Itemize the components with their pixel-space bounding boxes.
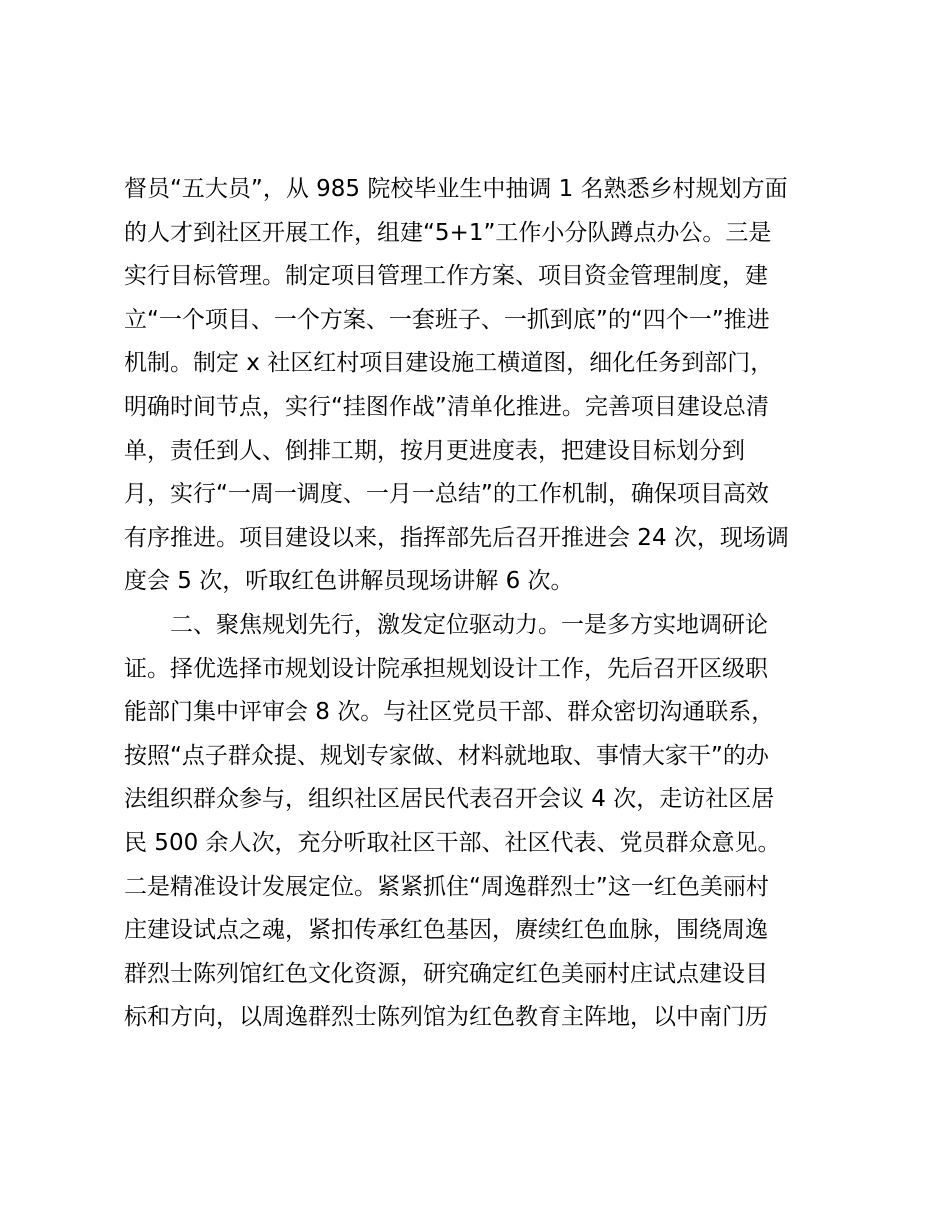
text-line: 督员“五大员”，从 985 院校毕业生中抽调 1 名熟悉乡村规划方面 [124, 176, 788, 202]
text-line: 的人才到社区开展工作，组建“5+1”工作小分队蹲点办公。三是 [124, 219, 772, 246]
text-line: 机制。制定 x 社区红村项目建设施工横道图，细化任务到部门， [124, 350, 774, 377]
text-line: 二是精准设计发展定位。紧紧抓住“周逸群烈士”这一红色美丽村 [124, 873, 769, 900]
text-line: 能部门集中评审会 8 次。与社区党员干部、群众密切沟通联系， [124, 699, 775, 726]
text-line: 民 500 余人次，充分听取社区干部、社区代表、党员群众意见。 [124, 829, 781, 856]
text-line: 按照“点子群众提、规划专家做、材料就地取、事情大家干”的办 [124, 742, 769, 769]
text-line: 实行目标管理。制定项目管理工作方案、项目资金管理制度，建 [124, 263, 768, 290]
section-heading-line: 二、聚焦规划先行，激发定位驱动力。一是多方实地调研论 [170, 611, 768, 638]
text-line: 度会 5 次，听取红色讲解员现场讲解 6 次。 [124, 568, 574, 595]
text-line: 群烈士陈列馆红色文化资源，研究确定红色美丽村庄试点建设目 [124, 960, 768, 987]
body-text [124, 168, 844, 1040]
text-line: 证。择优选择市规划设计院承担规划设计工作，先后召开区级职 [124, 655, 768, 682]
text-line: 标和方向，以周逸群烈士陈列馆为红色教育主阵地，以中南门历 [124, 1004, 768, 1031]
text-line: 单，责任到人、倒排工期，按月更进度表，把建设目标划分到 [124, 437, 745, 464]
text-line: 庄建设试点之魂，紧扣传承红色基因，赓续红色血脉，围绕周逸 [124, 917, 768, 944]
text-line: 明确时间节点，实行“挂图作战”清单化推进。完善项目建设总清 [124, 393, 769, 420]
text-line: 月，实行“一周一调度、一月一总结”的工作机制，确保项目高效 [124, 481, 769, 508]
text-line: 法组织群众参与，组织社区居民代表召开会议 4 次，走访社区居 [124, 786, 775, 813]
text-line: 立“一个项目、一个方案、一套班子、一抓到底”的“四个一”推进 [124, 306, 770, 333]
text-line: 有序推进。项目建设以来，指挥部先后召开推进会 24 次，现场调 [124, 524, 789, 551]
